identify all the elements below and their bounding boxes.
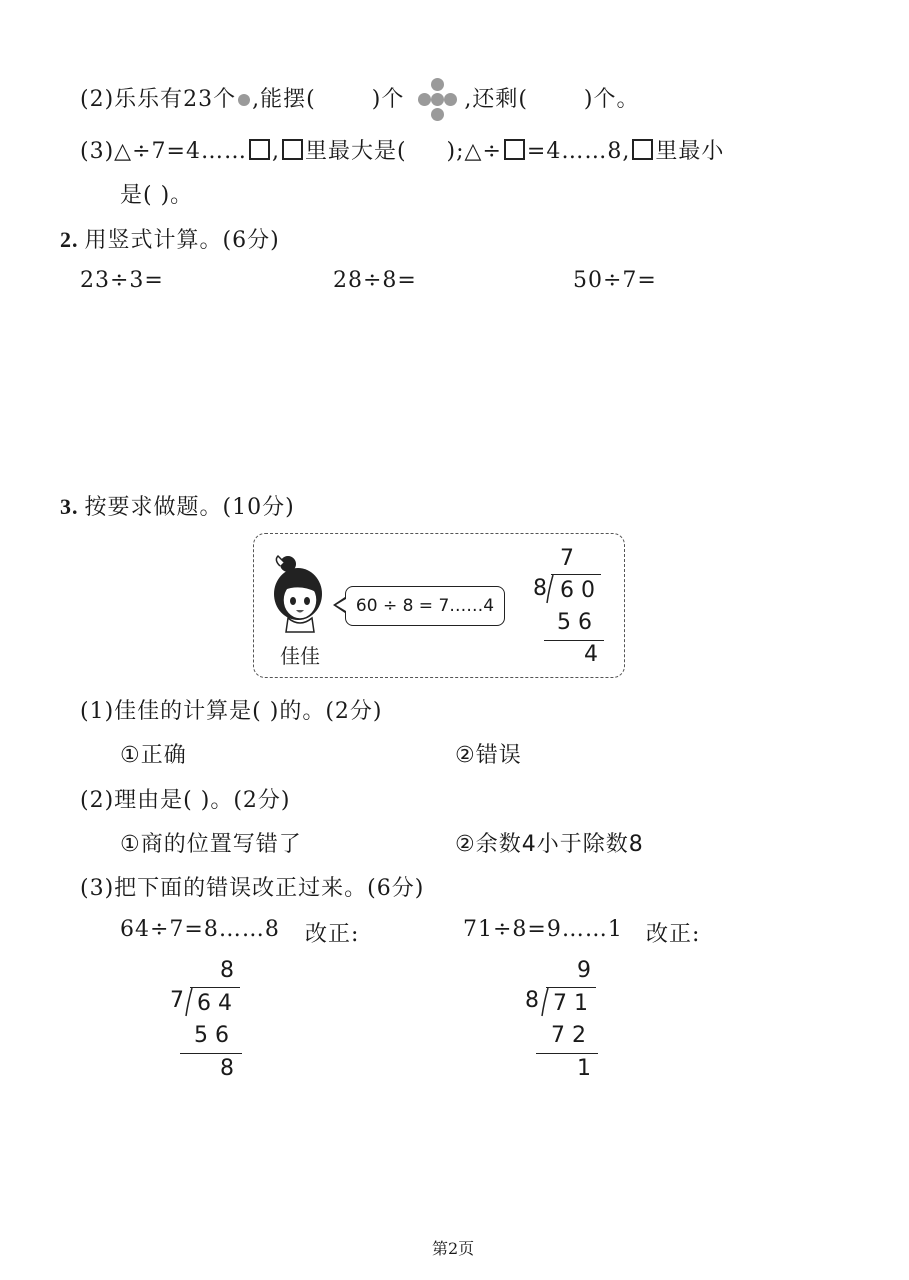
q1-3-text-a: (3)△÷7=4……: [80, 139, 247, 164]
card-remainder: 4: [584, 642, 598, 667]
left-remainder: 8: [220, 1056, 234, 1081]
dot-icon: [238, 94, 250, 106]
left-product-line: [180, 1053, 242, 1054]
q1-2-mid2: )个: [371, 87, 405, 112]
left-product: 5 6: [194, 1023, 229, 1048]
q1-3-text-d: );△÷: [446, 139, 502, 164]
flower-dots-icon: [416, 78, 460, 122]
left-division-bracket: [184, 987, 194, 1017]
left-quotient: 8: [220, 958, 234, 983]
q1-3-text-b: ,: [271, 139, 280, 164]
right-division-bracket: [540, 987, 550, 1017]
box-icon: [504, 139, 525, 160]
speech-bubble: 60 ÷ 8 = 7……4: [345, 586, 505, 626]
box-icon: [249, 139, 270, 160]
card-quotient: 7: [560, 546, 574, 571]
right-division-bar: [546, 987, 596, 988]
q1-3-line2: 是( )。: [120, 183, 194, 208]
q3-sub1: (1)佳佳的计算是( )的。(2分): [80, 699, 383, 724]
card-product: 5 6: [557, 610, 592, 635]
q3-sub3: (3)把下面的错误改正过来。(6分): [80, 876, 425, 901]
q3-heading: [60, 490, 295, 521]
q2-item-3: 50÷7=: [573, 268, 657, 293]
box-icon: [282, 139, 303, 160]
card-division-bar: [551, 574, 601, 575]
q3-sub1-option-1[interactable]: ①正确: [120, 743, 187, 768]
q3-sub2: (2)理由是( )。(2分): [80, 788, 291, 813]
left-divisor: 7: [170, 988, 184, 1013]
speech-bubble-tail-inner: [336, 599, 346, 611]
q1-2-mid3: ,还剩(: [464, 87, 528, 112]
q1-2-mid1: ,能摆(: [252, 87, 316, 112]
q1-3-line1: [80, 134, 724, 165]
q2-heading: [60, 223, 280, 254]
left-equation: 64÷7=8……8: [120, 917, 280, 942]
q3-sub2-option-1[interactable]: ①商的位置写错了: [120, 832, 302, 857]
left-dividend: 6 4: [197, 991, 232, 1016]
q3-title: 按要求做题。(10分): [84, 495, 295, 520]
right-equation: 71÷8=9……1: [463, 917, 623, 942]
right-product-line: [536, 1053, 598, 1054]
q1-2-prefix: (2)乐乐有23个: [80, 87, 237, 112]
right-product: 7 2: [551, 1023, 586, 1048]
right-fix-label: 改正:: [646, 922, 701, 947]
q3-number: 3.: [60, 494, 79, 519]
card-product-line: [544, 640, 604, 641]
q1-2-line: [80, 78, 640, 122]
right-remainder: 1: [577, 1056, 591, 1081]
left-division-bar: [190, 987, 240, 988]
right-divisor: 8: [525, 988, 539, 1013]
left-fix-label: 改正:: [305, 922, 360, 947]
q3-sub2-option-2[interactable]: ②余数4小于除数8: [455, 832, 644, 857]
right-dividend: 7 1: [553, 991, 588, 1016]
q2-title: 用竖式计算。(6分): [84, 228, 280, 253]
q2-item-2: 28÷8=: [333, 268, 417, 293]
q1-2-end: )个。: [583, 87, 640, 112]
girl-illustration: [266, 554, 330, 636]
q1-3-text-f: 里最小: [655, 139, 725, 164]
q1-3-text-c: 里最大是(: [304, 139, 407, 164]
card-divisor: 8: [533, 576, 547, 601]
q3-sub1-option-2[interactable]: ②错误: [455, 743, 522, 768]
box-icon: [632, 139, 653, 160]
q2-item-1: 23÷3=: [80, 268, 164, 293]
card-dividend: 6 0: [560, 578, 595, 603]
page-number: 第2页: [432, 1239, 475, 1258]
right-quotient: 9: [577, 958, 591, 983]
card-division-bracket: [545, 574, 555, 604]
q1-3-text-e: =4……8,: [526, 139, 631, 164]
q2-number: 2.: [60, 227, 79, 252]
girl-name: 佳佳: [280, 644, 320, 668]
